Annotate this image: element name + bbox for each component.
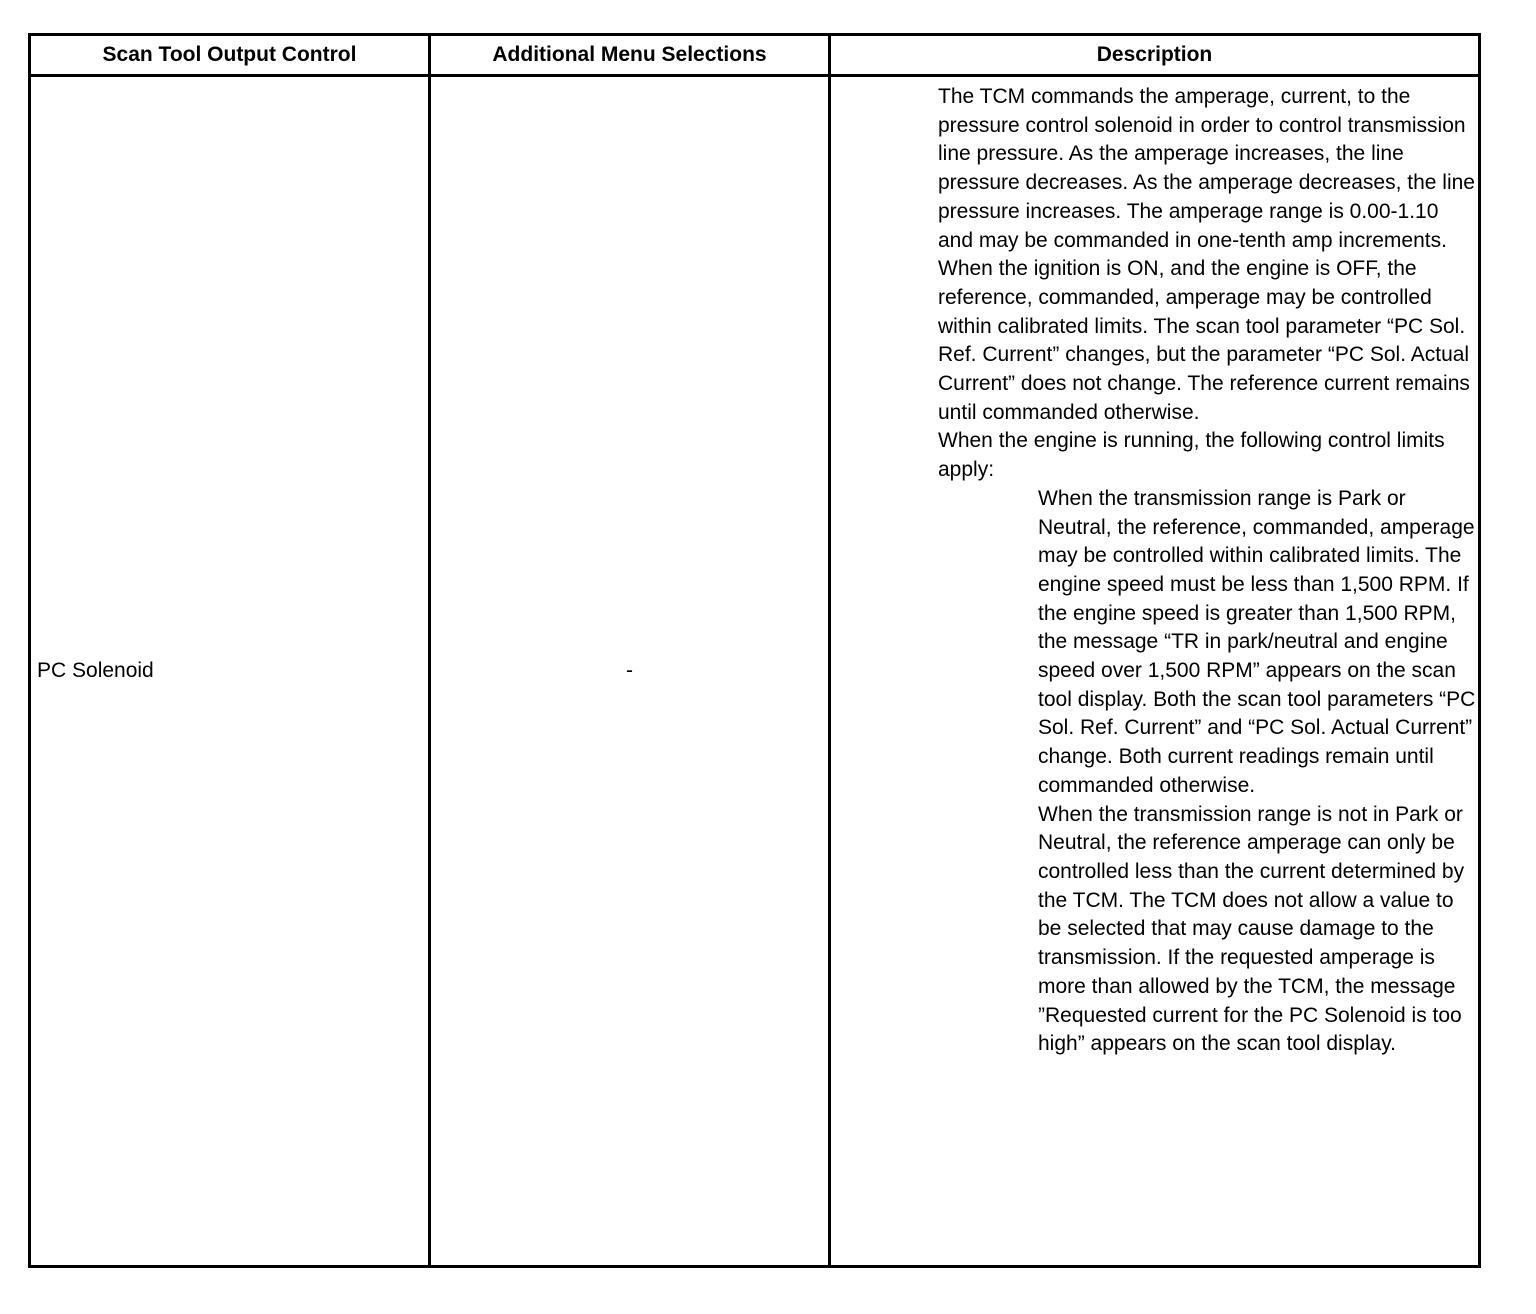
cell-description bbox=[938, 83, 1478, 1059]
output-control-value: PC Solenoid bbox=[37, 659, 154, 682]
header-description: Description bbox=[1096, 43, 1213, 66]
menu-selection-value: - bbox=[626, 659, 633, 682]
column-divider bbox=[828, 36, 831, 1265]
scan-tool-output-table bbox=[28, 33, 1481, 1268]
description-paragraph: The TCM commands the amperage, current, to the pressure control solenoid in order to control transmission line pressure. As the amperage increases, the line pressure decreases. As the amperage decreases, the line pressure increases. The amperage range is 0.00-1.10 and may be commanded in one-tenth amp increments. bbox=[938, 85, 1475, 252]
header-output-control: Scan Tool Output Control bbox=[102, 43, 357, 66]
description-paragraph-indented: When the transmission range is Park or Neutral, the reference, commanded, amperage may be controlled within calibrated limits. The engine speed must be less than 1,500 RPM. If the engine speed is greater than 1,500 RPM, the message “TR in park/neutral and engine speed over 1,500 RPM” appears on the scan tool display. Both the scan tool parameters “PC Sol. Ref. Current” and “PC Sol. Actual Current” change. Both current readings remain until commanded otherwise. bbox=[1038, 486, 1476, 797]
cell-output-control bbox=[37, 77, 427, 1265]
description-paragraph: When the engine is running, the following control limits apply: bbox=[938, 429, 1445, 482]
description-paragraph-indented: When the transmission range is not in Park or Neutral, the reference amperage can only be controlled less than the current determined by the TCM. The TCM does not allow a value to be selected that may cause damage to the transmission. If the requested amperage is more than allowed by the TCM, the message ”Requested current for the PC Solenoid is too high” appears on the scan tool display. bbox=[1038, 802, 1465, 1056]
header-menu-selections: Additional Menu Selections bbox=[492, 43, 767, 66]
cell-menu-selection bbox=[431, 77, 828, 1265]
description-paragraph: When the ignition is ON, and the engine is OFF, the reference, commanded, amperage may be controlled within calibrated limits. The scan tool parameter “PC Sol. Ref. Current” changes, but the parameter “PC Sol. Actual Current” does not change. The reference current remains until commanded otherwise. bbox=[938, 257, 1470, 424]
